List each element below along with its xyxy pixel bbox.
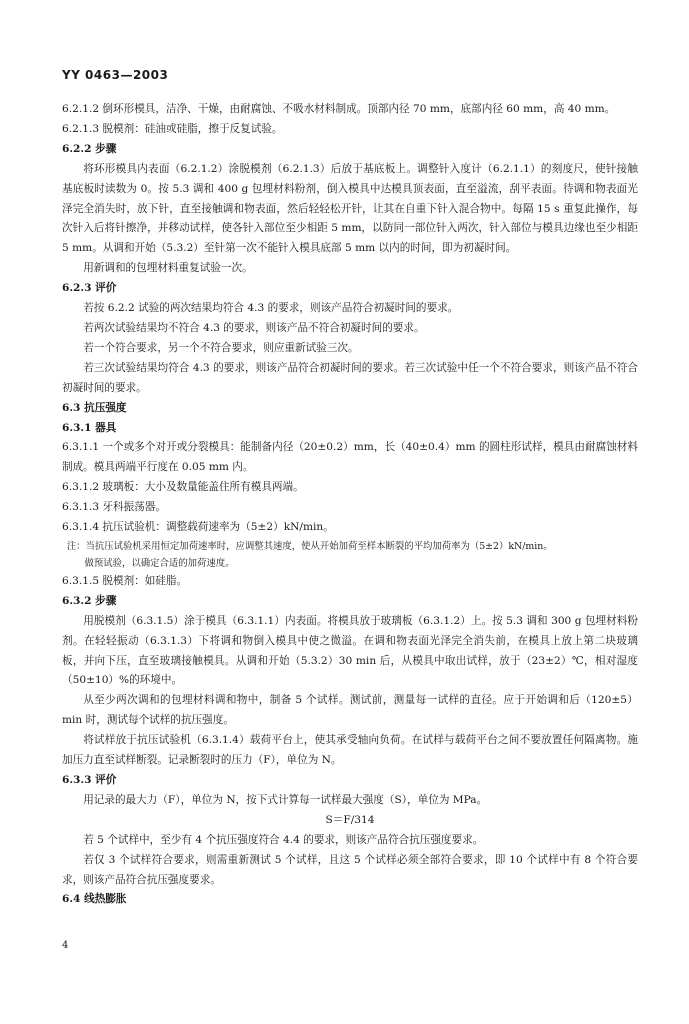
paragraph: 6.3.1.5 脱模剂：如硅脂。 xyxy=(62,574,188,587)
formula: S＝F/314 xyxy=(325,813,375,826)
paragraph: 6.3.1.2 玻璃板：大小及数量能盖住所有模具两端。 xyxy=(62,481,304,494)
paragraph: 6.3.1.1 一个或多个对开或分裂模具：能制备内径（20±0.2）mm，长（40±0.4）mm 的圆柱形试样，模具由耐腐蚀材料制成。模具两端平行度在 0.05 mm 内。 xyxy=(62,441,638,474)
section-heading: 6.3.2 步骤 xyxy=(62,594,117,607)
paragraph: 若两次试验结果均不符合 4.3 的要求，则该产品不符合初凝时间的要求。 xyxy=(83,321,425,334)
paragraph: 用记录的最大力（F），单位为 N，按下式计算每一试样最大强度（S），单位为 MPa。 xyxy=(83,793,488,806)
paragraph: 6.3.1.4 抗压试验机：调整载荷速率为（5±2）kN/min。 xyxy=(62,521,334,534)
page-number: 4 xyxy=(62,940,69,951)
paragraph: 6.2.1.3 脱模剂：硅油或硅脂，擦于反复试验。 xyxy=(62,122,283,135)
section-heading: 6.3.1 器具 xyxy=(62,421,117,434)
paragraph: 将试样放于抗压试验机（6.3.1.4）载荷平台上，使其承受轴向负荷。在试样与载荷平台之间不要放置任何隔离物。施加压力直至试样断裂。记录断裂时的压力（F），单位为 N。 xyxy=(62,734,638,767)
section-heading: 6.2.2 步骤 xyxy=(62,142,117,155)
paragraph: 6.3.1.3 牙科振荡器。 xyxy=(62,501,166,514)
paragraph: 6.2.1.2 倒环形模具，洁净、干燥，由耐腐蚀、不吸水材料制成。顶部内径 70 mm，底部内径 60 mm，高 40 mm。 xyxy=(62,103,616,115)
paragraph: 若按 6.2.2 试验的两次结果均符合 4.3 的要求，则该产品符合初凝时间的要求。 xyxy=(83,302,459,315)
paragraph: 用新调和的包埋材料重复试验一次。 xyxy=(83,262,253,275)
note-paragraph: 做预试验，以确定合适的加荷速度。 xyxy=(84,557,235,569)
section-heading: 6.3 抗压强度 xyxy=(62,401,127,414)
paragraph: 若三次试验结果均符合 4.3 的要求，则该产品符合初凝时间的要求。若三次试验中任一个不符合要求，则该产品不符合初凝时间的要求。 xyxy=(62,361,638,394)
paragraph: 若仅 3 个试样符合要求，则需重新测试 5 个试样，且这 5 个试样必须全部符合要求，即 10 个试样中有 8 个符合要求，则该产品符合抗压强度要求。 xyxy=(62,853,638,886)
section-heading: 6.2.3 评价 xyxy=(62,282,117,295)
section-heading: 6.4 线热膨胀 xyxy=(62,893,127,906)
document-body xyxy=(62,100,638,910)
standard-header: YY 0463—2003 xyxy=(62,68,169,82)
section-heading: 6.3.3 评价 xyxy=(62,774,117,786)
paragraph: 用脱模剂（6.3.1.5）涂于模具（6.3.1.1）内表面。将模具放于玻璃板（6.3.1.2）上。按 5.3 调和 300 g 包埋材料粉剂。在轻轻振动（6.3.1.3）下将调和物倒入模具中使之微溢。在调和物表面光泽完全消失前，在模具上放上第二块玻璃板，并向下压，直至玻璃接触模具。从调和开始（5.3.2）30 min 后，从模具中取出试样，放于（23±2）℃，相对湿度（50±10）%的环境中。 xyxy=(62,614,638,687)
note-paragraph: 注：当抗压试验机采用恒定加荷速率时，应调整其速度，使从开始加荷至样本断裂的平均加荷率为（5±2）kN/min。 xyxy=(66,540,553,552)
paragraph: 将环形模具内表面（6.2.1.2）涂脱模剂（6.2.1.3）后放于基底板上。调整针入度计（6.2.1.1）的刻度尺，使针接触基底板时读数为 0。按 5.3 调和 400 g 包埋材料粉剂，倒入模具中达模具顶表面，直至溢流，刮平表面。待调和物表面光泽完全消失时，放下针，直至接触调和物表面，然后轻轻松开针，让其在自重下针入混合物中。每隔 15 s 重复此操作，每次针入后将针擦净，并移动试样，使各针入部位至少相距 5 mm，以防同一部位针入两次，针入部位与模具边缘也至少相距 5 mm。从调和开始（5.3.2）至针第一次不能针入模具底部 5 mm 以内的时间，即为初凝时间。 xyxy=(62,162,638,255)
paragraph: 从至少两次调和的包埋材料调和物中，制备 5 个试样。测试前，测量每一试样的直径。应于开始调和后（120±5）min 时，测试每个试样的抗压强度。 xyxy=(62,694,638,727)
paragraph: 若一个符合要求，另一个不符合要求，则应重新试验三次。 xyxy=(83,341,359,354)
paragraph: 若 5 个试样中，至少有 4 个抗压强度符合 4.4 的要求，则该产品符合抗压强度要求。 xyxy=(83,833,484,846)
